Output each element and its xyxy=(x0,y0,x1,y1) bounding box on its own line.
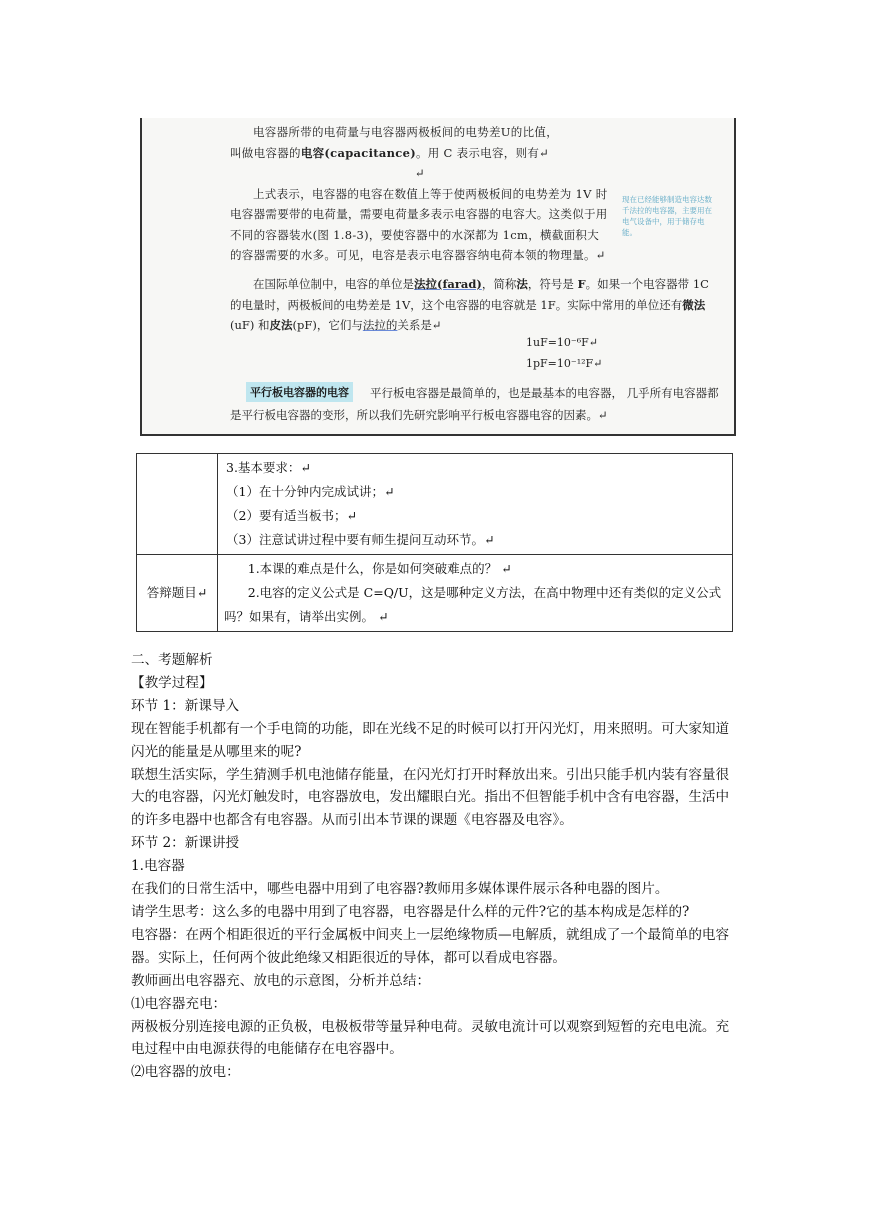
scan-bold: 微法 xyxy=(682,297,706,312)
requirement-item: （3）注意试讲过程中要有师生提问互动环节。↵ xyxy=(226,532,495,547)
scan-text: (uF) 和 xyxy=(230,318,270,332)
table-row xyxy=(137,555,733,632)
table-cell-questions xyxy=(218,555,733,632)
scan-bold: 皮法 xyxy=(269,318,293,332)
paragraph: 两极板分别连接电源的正负极，电极板带等量异种电荷。灵敏电流计可以观察到短暂的充电电流。充电过程中由电源获得的电能储存在电容器中。 xyxy=(131,1018,730,1058)
paragraph: 请学生思考：这么多的电器中用到了电容器，电容器是什么样的元件?它的基本构成是怎样的? xyxy=(131,903,690,920)
table-row xyxy=(137,454,733,555)
scan-text: 在国际单位制中，电容的单位是 xyxy=(253,277,414,291)
paragraph: 在我们的日常生活中，哪些电器中用到了电容器?教师用多媒体课件展示各种电器的图片。 xyxy=(131,881,669,898)
scan-text: 。如果一个电容器带 1C 的电量时，两极板间的电势差是 1V，这个电容器的电容就是 1F。实际中常用的单位还有 xyxy=(230,277,709,312)
paragraph: 现在智能手机都有一个手电筒的功能，即在光线不足的时候可以打开闪光灯，用来照明。可大家知道闪光的能量是从哪里来的呢? xyxy=(131,720,730,760)
table-cell-empty xyxy=(137,454,218,555)
scan-text: ，简称 xyxy=(481,277,517,291)
table-cell-requirements xyxy=(218,454,733,555)
question-item: 1.本课的难点是什么，你是如何突破难点的？ ↵ xyxy=(247,561,512,576)
scan-text: ↵ xyxy=(415,166,425,180)
scan-paragraph-definition xyxy=(230,122,610,266)
formula-uf: 1uF=10⁻⁶F↵ xyxy=(526,336,598,349)
step-heading: 环节 2：新课讲授 xyxy=(131,835,240,852)
scan-text: (pF)，它们与 xyxy=(292,318,363,332)
formula-pf: 1pF=10⁻¹²F↵ xyxy=(526,357,603,370)
requirement-item: （1）在十分钟内完成试讲；↵ xyxy=(226,484,395,499)
requirements-title: 3.基本要求：↵ xyxy=(226,460,311,475)
scan-bold: 法拉(farad) xyxy=(414,277,482,291)
scan-bold: 电容(capacitance) xyxy=(300,145,416,160)
scan-sidenote: 现在已经能够制造电容达数千法拉的电容器，主要用在电气设备中，用于储存电能。 xyxy=(622,195,712,237)
paragraph: 联想生活实际，学生猜测手机电池储存能量，在闪光灯打开时释放出来。引出只能手机内装有容量很大的电容器，闪光灯触发时，电容器放电，发出耀眼白光。指出不但智能手机中含有电容器，生活中的许多电器中也都含有电容器。从而引出本节课的课题《电容器及电容》。 xyxy=(131,766,730,829)
scan-margin-tag: 平行板电容器的电容 xyxy=(246,382,353,402)
scan-paragraph-parallel: 平行板电容器是最简单的，也是最基本的电容器， 几乎所有电容器都是平行板电容器的变形，所以我们先研究影响平行板电容器电容的因素。↵ xyxy=(230,386,719,422)
scan-text: 上式表示，电容器的电容在数值上等于使两极板间的电势差为 1V 时电容器需要带的电荷量，需要电荷量多表示电容器的电容大。这类似于用不同的容器装水(图 1.8-3)，要使容器中的水深都为 1cm，横截面积大的容器需要的水多。可见，电容是表示电容器容纳电荷本领的物理量。↵ xyxy=(230,186,608,262)
question-item: 2.电容的定义公式是 C=Q/U，这是哪种定义方法，在高中物理中还有类似的定义公式吗？如果有，请举出实例。 ↵ xyxy=(224,585,722,624)
requirement-item: （2）要有适当板书；↵ xyxy=(226,508,357,523)
scan-text xyxy=(230,143,610,164)
paragraph: 电容器：在两个相距很近的平行金属板中间夹上一层绝缘物质—电解质，就组成了一个最简单的电容器。实际上，任何两个彼此绝缘又相距很近的导体，都可以看成电容器。 xyxy=(131,926,730,966)
defense-questions-label: 答辩题目↵ xyxy=(137,555,218,632)
scan-underlined: 法拉的 xyxy=(362,318,398,332)
paragraph: 教师画出电容器充、放电的示意图，分析并总结： xyxy=(131,972,431,989)
topic-heading: 1.电容器 xyxy=(131,858,185,875)
scan-bold: 法 xyxy=(516,277,528,291)
analysis-section xyxy=(131,649,741,1084)
scan-text: 叫做电容器的 xyxy=(230,145,301,160)
scan-text: ，符号是 xyxy=(527,277,578,291)
textbook-scan xyxy=(140,118,736,436)
scan-bold: F xyxy=(577,277,586,291)
scan-paragraph-units xyxy=(230,274,720,336)
scan-text: 。用 C 表示电容，则有↵ xyxy=(415,145,550,160)
subsection-heading: 【教学过程】 xyxy=(131,674,213,691)
step-heading: 环节 1：新课导入 xyxy=(131,697,240,714)
scan-text: 关系是↵ xyxy=(397,318,442,332)
requirements-table xyxy=(136,453,733,632)
scan-text xyxy=(230,274,720,336)
list-heading: ⑵电容器的放电： xyxy=(131,1064,240,1081)
list-heading: ⑴电容器充电： xyxy=(131,995,227,1012)
scan-text: 电容器所带的电荷量与电容器两极板间的电势差U的比值， xyxy=(253,125,558,139)
section-heading: 二、考题解析 xyxy=(131,652,213,668)
